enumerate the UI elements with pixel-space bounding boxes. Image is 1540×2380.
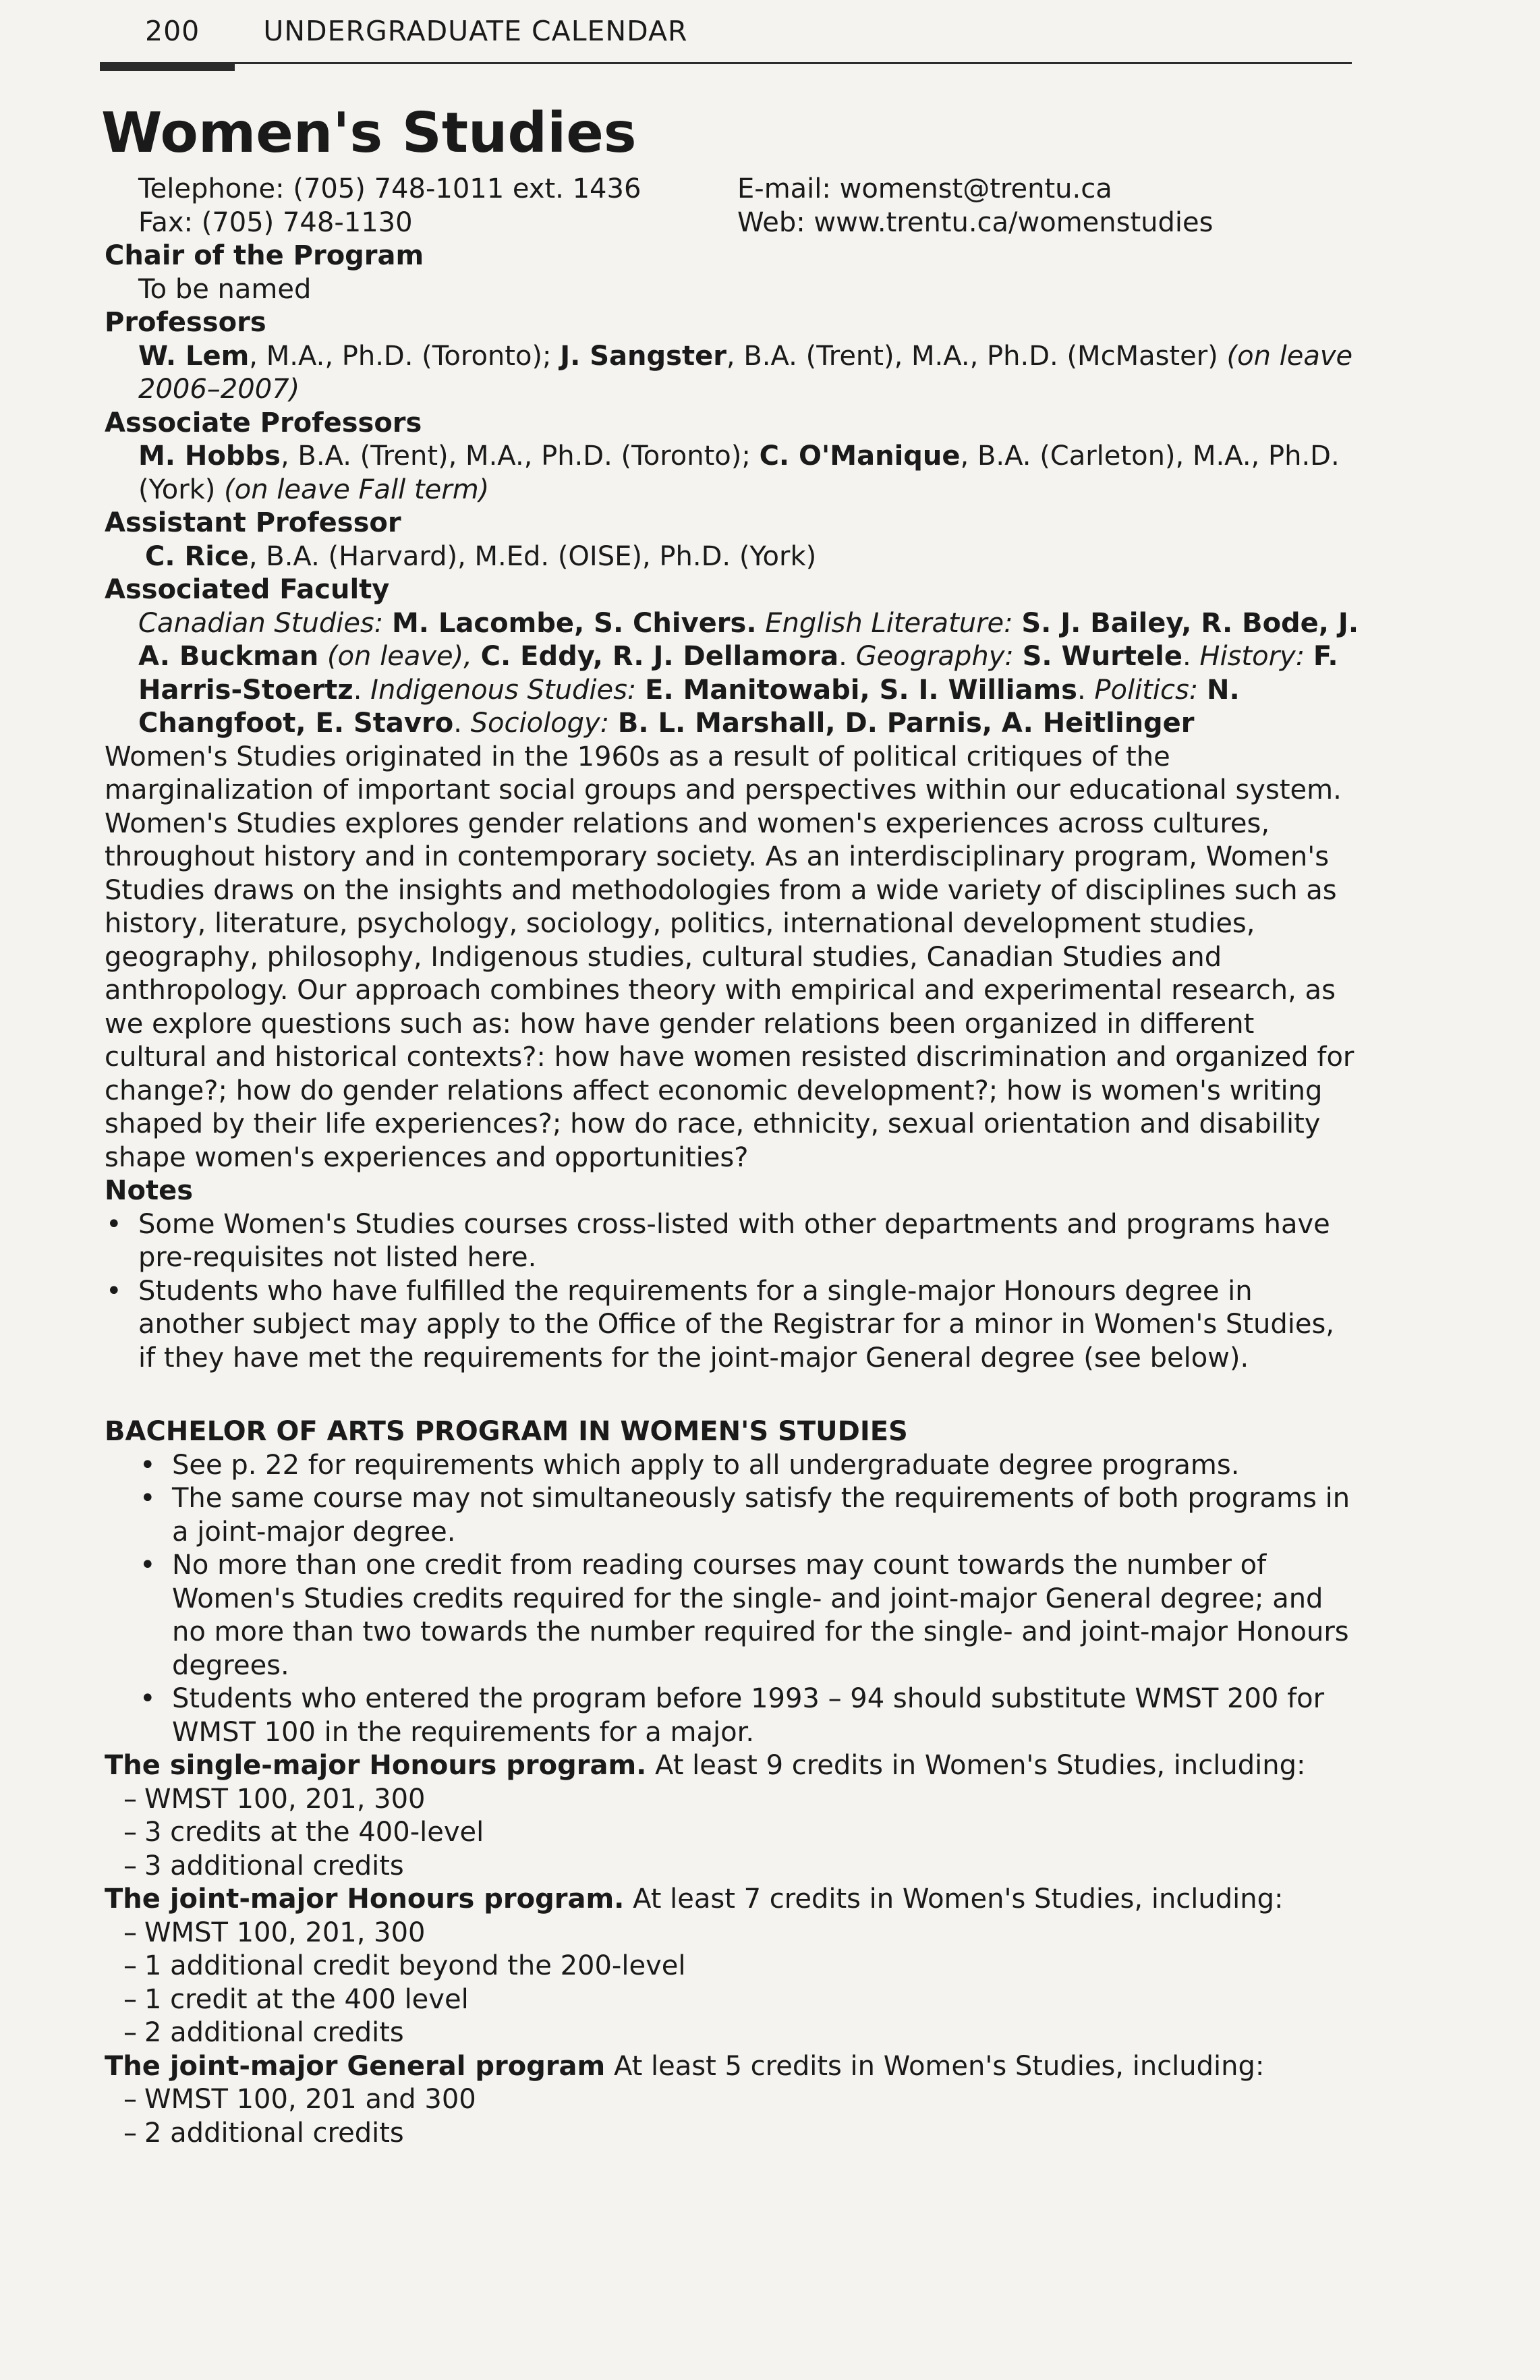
faculty-name: M. Hobbs: [138, 441, 281, 472]
discipline-label: Geography:: [855, 641, 1014, 672]
program-heading: The single-major Honours program.: [105, 1750, 647, 1781]
faculty-names: S. Wurtele: [1022, 641, 1182, 672]
list-item: • The same course may not simultaneously satisfy the requirements of both programs in a joint-major degree.: [105, 1482, 1359, 1549]
ba-requirements-list: [105, 1449, 1359, 1750]
faculty-name: C. Rice: [145, 540, 249, 572]
faculty-credentials: , B.A. (Carleton), M.A., Ph.D. (York): [138, 441, 1340, 505]
joint-honours-requirements: [105, 1917, 1359, 2050]
header-rule-accent: [100, 62, 235, 71]
faculty-name: W. Lem: [138, 340, 250, 372]
assistant-professor-entry: [105, 540, 1359, 574]
program-summary: At least 5 credits in Women's Studies, including:: [605, 2050, 1265, 2082]
intro-paragraph: Women's Studies originated in the 1960s as a result of political critiques of the marginalization of important social groups and perspectives within our educational system. Women's Studies explores gender relations and women's experiences across cultures, throughout history and in contemporary society. As an interdisciplinary program, Women's Studies draws on the insights and methodologies from a wide variety of disciplines such as history, literature, psychology, sociology, politics, international development studies, geography, philosophy, Indigenous studies, cultural studies, Canadian Studies and anthropology. Our approach combines theory with empirical and experimental research, as we explore questions such as: how have gender relations been organized in different cultural and historical contexts?: how have women resisted discrimination and organized for change?; how do gender relations affect economic development?; how is women's writing shaped by their life experiences?; how do race, ethnicity, sexual orientation and disability shape women's experiences and opportunities?: [105, 741, 1354, 1173]
associate-professors-heading: Associate Professors: [105, 407, 422, 438]
faculty-names: M. Lacombe, S. Chivers.: [391, 607, 757, 639]
faculty-name: J. Sangster: [560, 340, 726, 372]
notes-heading: Notes: [105, 1175, 194, 1206]
program-summary: At least 7 credits in Women's Studies, including:: [624, 1883, 1284, 1915]
faculty-names: S. J. Bailey, R. Bode, J. A. Buckman: [138, 607, 1359, 672]
contact-online-block: [737, 172, 1213, 239]
web: Web: www.trentu.ca/womenstudies: [737, 207, 1214, 238]
notes-list: [105, 1208, 1359, 1376]
leave-note: (on leave),: [326, 641, 472, 672]
list-item: • Students who have fulfilled the requirements for a single-major Honours degree in another subject may apply to the Office of the Registrar for a minor in Women's Studies, if they have met the requirements for the joint-major General degree (see below).: [105, 1275, 1359, 1376]
joint-honours-program: [105, 1883, 1359, 1917]
discipline-label: Sociology:: [470, 708, 610, 739]
list-item: – 2 additional credits: [105, 2016, 1359, 2050]
discipline-label: History:: [1199, 641, 1305, 672]
program-summary: At least 9 credits in Women's Studies, including:: [646, 1750, 1306, 1781]
assistant-professor-heading: Assistant Professor: [105, 507, 401, 538]
faculty-name: C. O'Manique: [759, 441, 961, 472]
email: E-mail: womenst@trentu.ca: [737, 173, 1112, 204]
leave-note: (on leave 2006–2007): [138, 340, 1353, 405]
running-title: UNDERGRADUATE CALENDAR: [263, 15, 688, 47]
contact-phone-block: [138, 172, 641, 239]
list-item: • No more than one credit from reading courses may count towards the number of Women's Studies credits required for the single- and joint-major General degree; and no more than two towards the number required for the single- and joint-major Honours degrees.: [105, 1549, 1359, 1682]
page-title: Women's Studies: [101, 101, 637, 165]
section-spacer: [105, 1375, 1359, 1415]
faculty-credentials: , M.A., Ph.D. (Toronto);: [249, 340, 561, 372]
faculty-credentials: , B.A. (Trent), M.A., Ph.D. (Toronto);: [280, 441, 760, 472]
page-number: 200: [145, 15, 200, 47]
professors-list: [105, 340, 1359, 407]
list-item: – WMST 100, 201, 300: [105, 1783, 1359, 1817]
single-honours-requirements: [105, 1783, 1359, 1883]
list-item: – 2 additional credits: [105, 2117, 1359, 2151]
program-heading: The joint-major Honours program.: [105, 1883, 625, 1915]
faculty-names: B. L. Marshall, D. Parnis, A. Heitlinger: [617, 708, 1195, 739]
associated-faculty-list: Canadian Studies: M. Lacombe, S. Chivers. English Literature: S. J. Bailey, R. Bode, J. A. Buckman (on leave), C. Eddy, R. J. Dellamora. Geography: S. Wurtele. History: F. Harris-Stoertz. Indigenous Studies: E. Manitowabi, S. I. Williams. Politics: N. Changfoot, E. Stavro. Sociology: B. L. Marshall, D. Parnis, A. Heitlinger: [138, 607, 1359, 739]
associate-professors-list: [105, 440, 1359, 507]
list-item: – 3 additional credits: [105, 1850, 1359, 1883]
chair-heading: Chair of the Program: [105, 240, 424, 271]
chair-name: To be named: [138, 273, 312, 305]
ba-program-heading: BACHELOR OF ARTS PROGRAM IN WOMEN'S STUDIES: [105, 1416, 908, 1447]
main-content: [105, 239, 1359, 2150]
faculty-names: N. Changfoot, E. Stavro: [138, 674, 1240, 739]
header-rule: [100, 62, 1352, 64]
list-item: – WMST 100, 201, 300: [105, 1917, 1359, 1950]
list-item: – 3 credits at the 400-level: [105, 1816, 1359, 1850]
discipline-label: Canadian Studies:: [138, 607, 384, 639]
list-item: • Some Women's Studies courses cross-listed with other departments and programs have pre-requisites not listed here.: [105, 1208, 1359, 1275]
faculty-credentials: , B.A. (Trent), M.A., Ph.D. (McMaster): [726, 340, 1227, 372]
list-item: • See p. 22 for requirements which apply to all undergraduate degree programs.: [105, 1449, 1359, 1483]
list-item: – WMST 100, 201 and 300: [105, 2083, 1359, 2117]
single-honours-program: [105, 1749, 1359, 1783]
discipline-label: English Literature:: [765, 607, 1013, 639]
fax: Fax: (705) 748-1130: [138, 207, 413, 238]
joint-general-program: [105, 2050, 1359, 2084]
faculty-credentials: , B.A. (Harvard), M.Ed. (OISE), Ph.D. (York): [248, 540, 817, 572]
joint-general-requirements: [105, 2083, 1359, 2150]
discipline-label: Politics:: [1094, 674, 1199, 706]
list-item: – 1 credit at the 400 level: [105, 1983, 1359, 2017]
running-header: [145, 15, 688, 47]
list-item: • Students who entered the program before 1993 – 94 should substitute WMST 200 for WMST 100 in the requirements for a major.: [105, 1682, 1359, 1749]
list-item: – 1 additional credit beyond the 200-level: [105, 1950, 1359, 1983]
associated-faculty-heading: Associated Faculty: [105, 574, 390, 605]
program-heading: The joint-major General program: [105, 2050, 606, 2082]
faculty-names: C. Eddy, R. J. Dellamora: [480, 641, 839, 672]
leave-note: (on leave Fall term): [224, 474, 490, 505]
telephone: Telephone: (705) 748-1011 ext. 1436: [138, 173, 641, 204]
discipline-label: Indigenous Studies:: [370, 674, 637, 706]
faculty-names: F. Harris-Stoertz: [138, 641, 1338, 706]
faculty-names: E. Manitowabi, S. I. Williams: [645, 674, 1077, 706]
professors-heading: Professors: [105, 307, 266, 338]
